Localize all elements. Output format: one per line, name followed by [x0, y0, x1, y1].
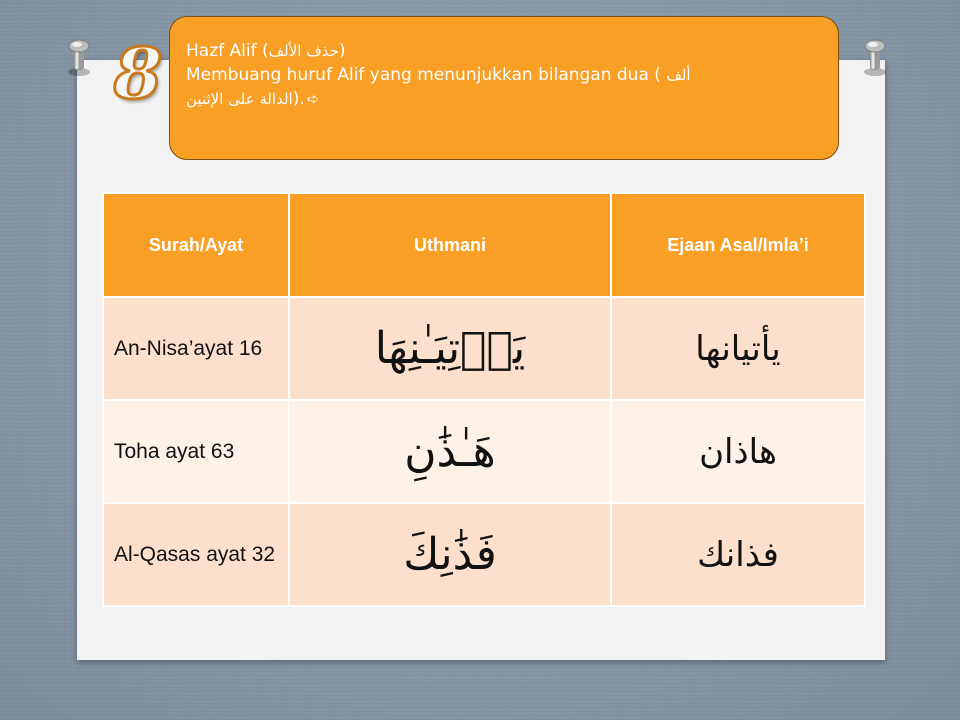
imlai-cell: فذانك — [611, 503, 865, 606]
right-arrow-outline-icon: ➪ — [306, 90, 320, 108]
surah-cell: An-Nisa’ayat 16 — [103, 297, 289, 400]
callout-title-suffix: ) — [338, 41, 346, 61]
pushpin-left-icon — [62, 36, 96, 78]
imlai-cell: هاذان — [611, 400, 865, 503]
imlai-cell: يأتيانها — [611, 297, 865, 400]
callout-closing-text: ). — [292, 89, 305, 109]
uthmani-cell: يَأۡتِيَـٰنِهَا — [289, 297, 611, 400]
column-header-surah: Surah/Ayat — [103, 193, 289, 297]
callout-arabic-phrase: الدالة على الإثنين — [186, 90, 293, 108]
table-row — [103, 503, 865, 606]
callout-title-arabic: حذف الألف — [268, 42, 339, 60]
callout-description-line — [186, 63, 822, 87]
pushpin-right-icon — [858, 36, 892, 78]
callout-description-line-2 — [186, 87, 822, 111]
slide-number-badge: 8 — [113, 32, 163, 115]
column-header-imlai: Ejaan Asal/Imla’i — [611, 193, 865, 297]
table-row — [103, 297, 865, 400]
callout-title-prefix: Hazf Alif ( — [186, 41, 269, 61]
callout-description-arabic: ألف — [666, 66, 691, 84]
callout-title-line — [186, 39, 822, 63]
definition-callout — [169, 16, 839, 160]
spelling-comparison-table — [102, 192, 866, 607]
table-header-row — [103, 193, 865, 297]
surah-cell: Al-Qasas ayat 32 — [103, 503, 289, 606]
table-row — [103, 400, 865, 503]
uthmani-cell: فَذَٰنِكَ — [289, 503, 611, 606]
surah-cell: Toha ayat 63 — [103, 400, 289, 503]
callout-description-text: Membuang huruf Alif yang menunjukkan bilangan dua ( — [186, 65, 661, 85]
uthmani-cell: هَـٰذَٰنِ — [289, 400, 611, 503]
column-header-uthmani: Uthmani — [289, 193, 611, 297]
